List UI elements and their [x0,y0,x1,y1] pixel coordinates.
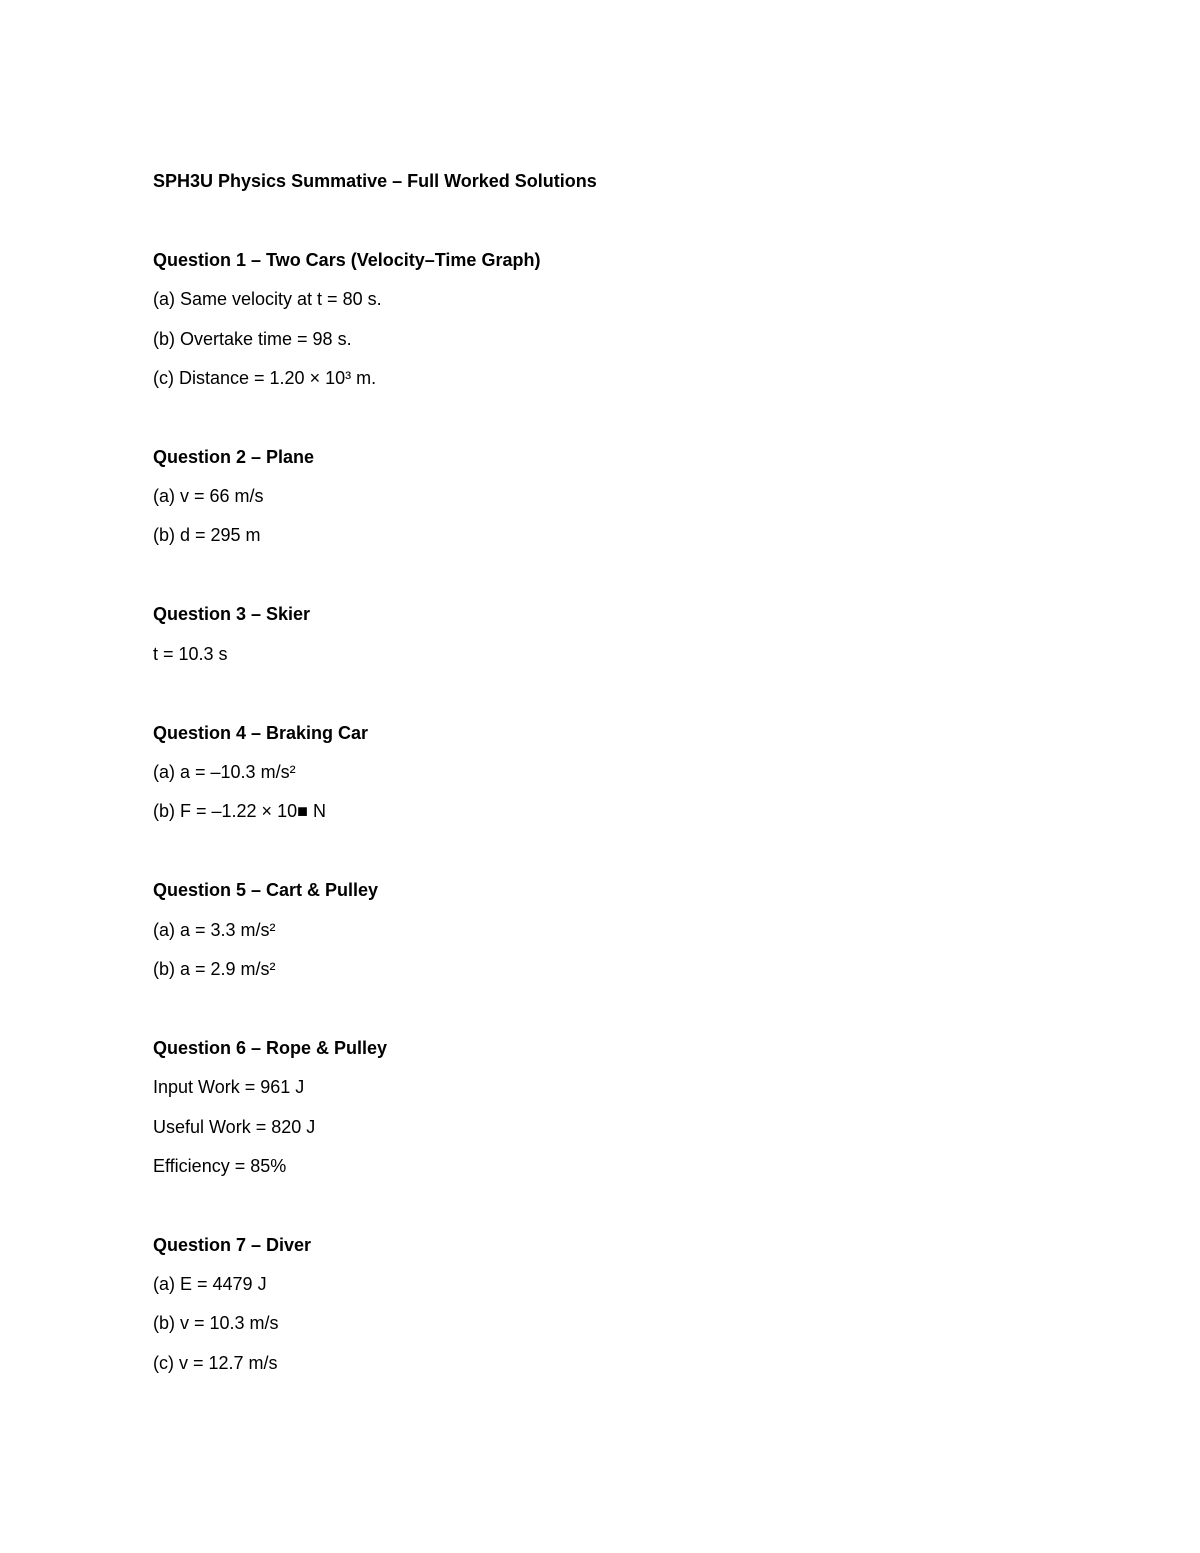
question-2-heading: Question 2 – Plane [153,446,315,467]
document-title: SPH3U Physics Summative – Full Worked Solutions [153,171,597,191]
question-7-heading: Question 7 – Diver [153,1234,312,1255]
question-4-answer-a: (a) a = –10.3 m/s² [153,762,296,783]
question-7-answer-a: (a) E = 4479 J [153,1274,267,1295]
question-5-section [153,876,1053,983]
question-3-heading: Question 3 – Skier [153,604,311,625]
question-4-answer-b: (b) F = –1.22 × 10■ N [153,801,326,822]
question-1-heading: Question 1 – Two Cars (Velocity–Time Graph) [153,250,541,270]
question-6-efficiency: Efficiency = 85% [153,1155,287,1176]
question-1-answer-c: (c) Distance = 1.20 × 10³ m. [153,367,377,388]
question-7-answer-b: (b) v = 10.3 m/s [153,1313,279,1334]
question-1-answer-b: (b) Overtake time = 98 s. [153,328,352,349]
question-2-section [153,443,1053,550]
question-1-answer-a: (a) Same velocity at t = 80 s. [153,289,382,310]
question-5-answer-a: (a) a = 3.3 m/s² [153,919,276,940]
question-5-heading: Question 5 – Cart & Pulley [153,880,379,901]
question-1-section [153,246,1053,392]
question-6-heading: Question 6 – Rope & Pulley [153,1037,388,1058]
question-6-section [153,1034,1053,1180]
question-2-answer-a: (a) v = 66 m/s [153,486,264,507]
question-3-section [153,600,1053,667]
document-content [153,167,1053,1377]
question-6-useful-work: Useful Work = 820 J [153,1116,316,1137]
question-3-answer: t = 10.3 s [153,643,228,664]
question-4-heading: Question 4 – Braking Car [153,722,369,743]
question-4-section [153,719,1053,826]
question-7-answer-c: (c) v = 12.7 m/s [153,1352,278,1373]
question-2-answer-b: (b) d = 295 m [153,525,261,546]
question-6-input-work: Input Work = 961 J [153,1077,305,1098]
question-7-section [153,1231,1053,1377]
question-5-answer-b: (b) a = 2.9 m/s² [153,958,276,979]
